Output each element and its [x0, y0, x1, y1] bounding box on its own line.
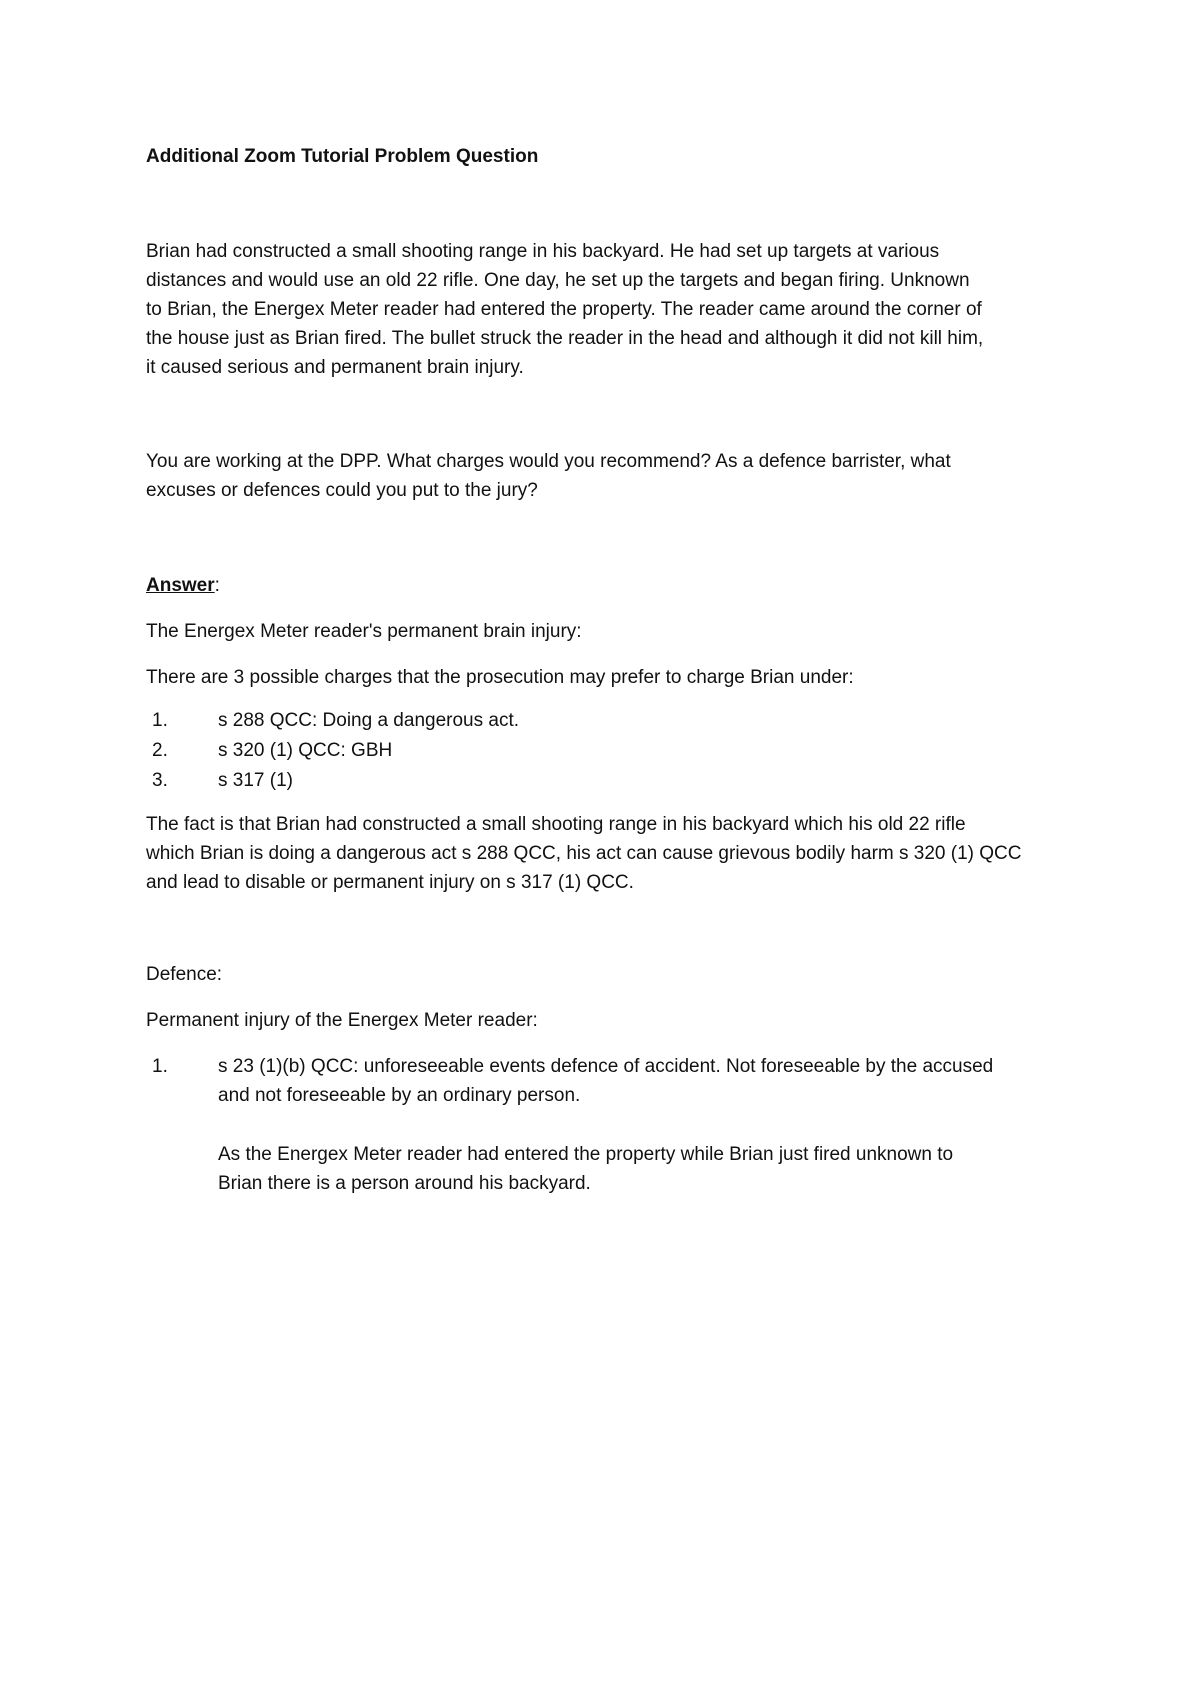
charges-intro: There are 3 possible charges that the prosecution may prefer to charge Brian under: [146, 667, 854, 688]
fact-line: which Brian is doing a dangerous act s 288 QCC, his act can cause grievous bodily harm s 320 (1) QCC [146, 843, 1022, 864]
explanation-line: Brian there is a person around his backyard. [218, 1173, 591, 1194]
answer-heading-label: Answer [146, 575, 215, 596]
defence-item [146, 1052, 1076, 1110]
answer-heading [146, 571, 220, 600]
problem-line: to Brian, the Energex Meter reader had entered the property. The reader came around the corner of [146, 299, 982, 320]
injury-heading: The Energex Meter reader's permanent brain injury: [146, 621, 582, 642]
problem-paragraph [146, 237, 1076, 382]
list-number: 2. [152, 740, 168, 761]
problem-line: it caused serious and permanent brain injury. [146, 357, 524, 378]
charge-text: s 288 QCC: Doing a dangerous act. [218, 710, 520, 731]
problem-line: distances and would use an old 22 rifle. One day, he set up the targets and began firing. Unknown [146, 270, 970, 291]
fact-line: and lead to disable or permanent injury on s 317 (1) QCC. [146, 872, 634, 893]
defence-line: and not foreseeable by an ordinary person. [218, 1085, 581, 1106]
defence-line: s 23 (1)(b) QCC: unforeseeable events defence of accident. Not foreseeable by the accused [218, 1056, 994, 1077]
list-number: 1. [152, 710, 168, 731]
defence-injury-heading: Permanent injury of the Energex Meter reader: [146, 1010, 538, 1031]
charge-item [146, 706, 519, 736]
charge-item [146, 766, 519, 796]
question-line: You are working at the DPP. What charges would you recommend? As a defence barrister, what [146, 451, 951, 472]
fact-paragraph [146, 810, 1076, 897]
explanation-line: As the Energex Meter reader had entered the property while Brian just fired unknown to [218, 1144, 954, 1165]
charges-list [146, 706, 519, 796]
charge-item [146, 736, 519, 766]
answer-heading-colon: : [214, 575, 220, 596]
defence-list [146, 1052, 1076, 1194]
problem-line: Brian had constructed a small shooting range in his backyard. He had set up targets at various [146, 241, 940, 262]
charge-text: s 320 (1) QCC: GBH [218, 740, 393, 761]
defence-explanation [218, 1140, 1076, 1198]
charge-text: s 317 (1) [218, 770, 293, 791]
document-title: Additional Zoom Tutorial Problem Question [146, 146, 539, 167]
list-number: 1. [152, 1056, 168, 1077]
list-number: 3. [152, 770, 168, 791]
question-paragraph [146, 447, 1076, 505]
fact-line: The fact is that Brian had constructed a small shooting range in his backyard which his old 22 rifle [146, 814, 966, 835]
question-line: excuses or defences could you put to the jury? [146, 480, 538, 501]
defence-heading: Defence: [146, 964, 223, 985]
problem-line: the house just as Brian fired. The bullet struck the reader in the head and although it did not kill him, [146, 328, 984, 349]
